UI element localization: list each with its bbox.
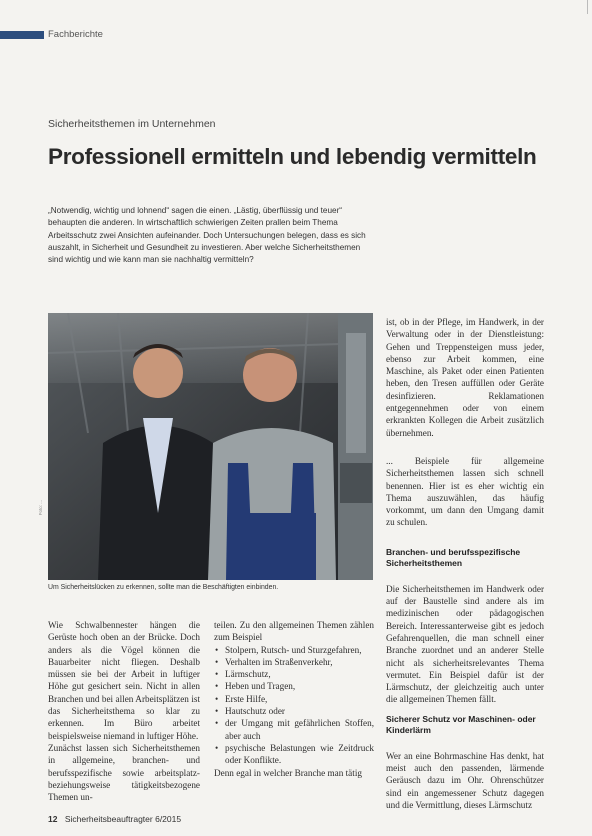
column-three-paragraph-1: ist, ob in der Pflege, im Handwerk, in der Verwaltung oder in der Dienstleistung: Gehen und Treppensteigen muss jeder, ebenso zur Arbeit kommen, eine Maschine, als Paket oder einen Patienten heben, den Tresen auffüllen oder Geräte desinfizieren. Reklamationen entgegennehmen oder von einem erkrankten Kollegen die Arbeit zusätzlich übernehmen. (386, 317, 544, 438)
column-three-paragraph-4: Wer an eine Bohrmaschine Has denkt, hat meist auch den passenden, lärmende Geräusch dazu im Ohr. Ohrenschützer sind ein angemessener Schutz dagegen und die Vermittlung, dieses Lärmschutz (386, 750, 544, 810)
section-color-bar (0, 31, 44, 39)
page-number: 12 (48, 814, 58, 824)
section-label: Fachberichte (48, 29, 103, 40)
article-lead (48, 205, 373, 266)
column-two (214, 619, 374, 779)
list-item: • psychische Belastungen wie Zeitdruck oder Konflikte. (225, 742, 374, 767)
page-footer (48, 814, 181, 824)
list-item: • Heben und Tragen, (225, 680, 374, 692)
article-kicker: Sicherheitsthemen im Unternehmen (48, 118, 216, 130)
publication-name: Sicherheitsbeauftragter 6/2015 (64, 814, 182, 824)
list-item: • Stolpern, Rutsch- und Sturzgefahren, (225, 644, 374, 656)
list-item: • Verhalten im Straßenverkehr, (225, 656, 374, 668)
column-one (48, 619, 200, 803)
column-three (386, 316, 544, 811)
lead-text: „Notwendig, wichtig und lohnend“ sagen die einen. „Lästig, überflüssig und teuer“ behaupten die anderen. In wirtschaftlich schwierigen Zeiten prallen beim Thema Arbeitsschutz zwei Ansichten aufeinander. Doch Untersuchungen belegen, dass es sich auszahlt, in Sicherheit und Gesundheit zu investieren. Aber welche Sicherheitsthemen sind wichtig und wie kann man sie nachhaltig vermitteln? (48, 206, 366, 265)
list-item: • Hautschutz oder (225, 705, 374, 717)
subheading-branch-topics: Branchen- und berufsspezifische Sicherheitsthemen (386, 546, 521, 568)
two-workers-photo-icon (48, 313, 373, 580)
general-topics-list (214, 644, 374, 767)
column-two-intro: teilen. Zu den allgemeinen Themen zählen zum Beispiel (214, 620, 374, 643)
photo-credit: Foto: ... (38, 500, 43, 516)
photo-caption: Um Sicherheitslücken zu erkennen, sollte man die Beschäftigten einbinden. (48, 584, 279, 591)
subheading-noise-protection: Sicherer Schutz vor Maschinen- oder Kinderlärm (386, 713, 536, 735)
list-item: • Lärmschutz, (225, 668, 374, 680)
column-one-text: Wie Schwalbennester hängen die Gerüste hoch oben an der Brücke. Doch anders als die Vögel können die Bauarbeiter nicht fliegen. Deshalb müssen sie bei der Arbeit in luftiger Höhe gut gesichert sein. Nicht in allen Branchen und bei allen Arbeitsplätzen ist das Sicherheitsthema so klar zu erkennen. Im Büro arbeitet beispielsweise niemand in luftiger Höhe. Zunächst lassen sich Sicherheitsthemen in allgemeine, branchen- und berufsspezifische sowie arbeitsplatz- beziehungsweise tätigkeitsbezogene Themen un- (48, 620, 200, 803)
column-three-paragraph-3: Die Sicherheitsthemen im Handwerk oder auf der Baustelle sind andere als im medizinischen oder pädagogischen Bereich. Interessanterweise gibt es jedoch Gefahrenquellen, die man schnell einer Branche zuordnet und an anderer Stelle nicht als sicherheitsrelevantes Thema vermutet. Ein Beispiel dafür ist der Lärmschutz, der gleichzeitig auch unter die allgemeinen Themen fällt. (386, 583, 544, 705)
crop-mark (587, 0, 588, 14)
article-title: Professionell ermitteln und lebendig vermitteln (48, 144, 537, 169)
article-photo (48, 313, 373, 580)
column-three-paragraph-2: ... Beispiele für allgemeine Sicherheitsthemen lassen sich schnell benennen. Hier ist es eher wichtig ein Thema auszuwählen, das häufig vorkommt, um dann den Umgang damit zu schulen. (386, 455, 544, 528)
column-two-outro: Denn egal in welcher Branche man tätig (214, 767, 362, 778)
list-item: • Erste Hilfe, (225, 693, 374, 705)
list-item: • der Umgang mit gefährlichen Stoffen, aber auch (225, 717, 374, 742)
